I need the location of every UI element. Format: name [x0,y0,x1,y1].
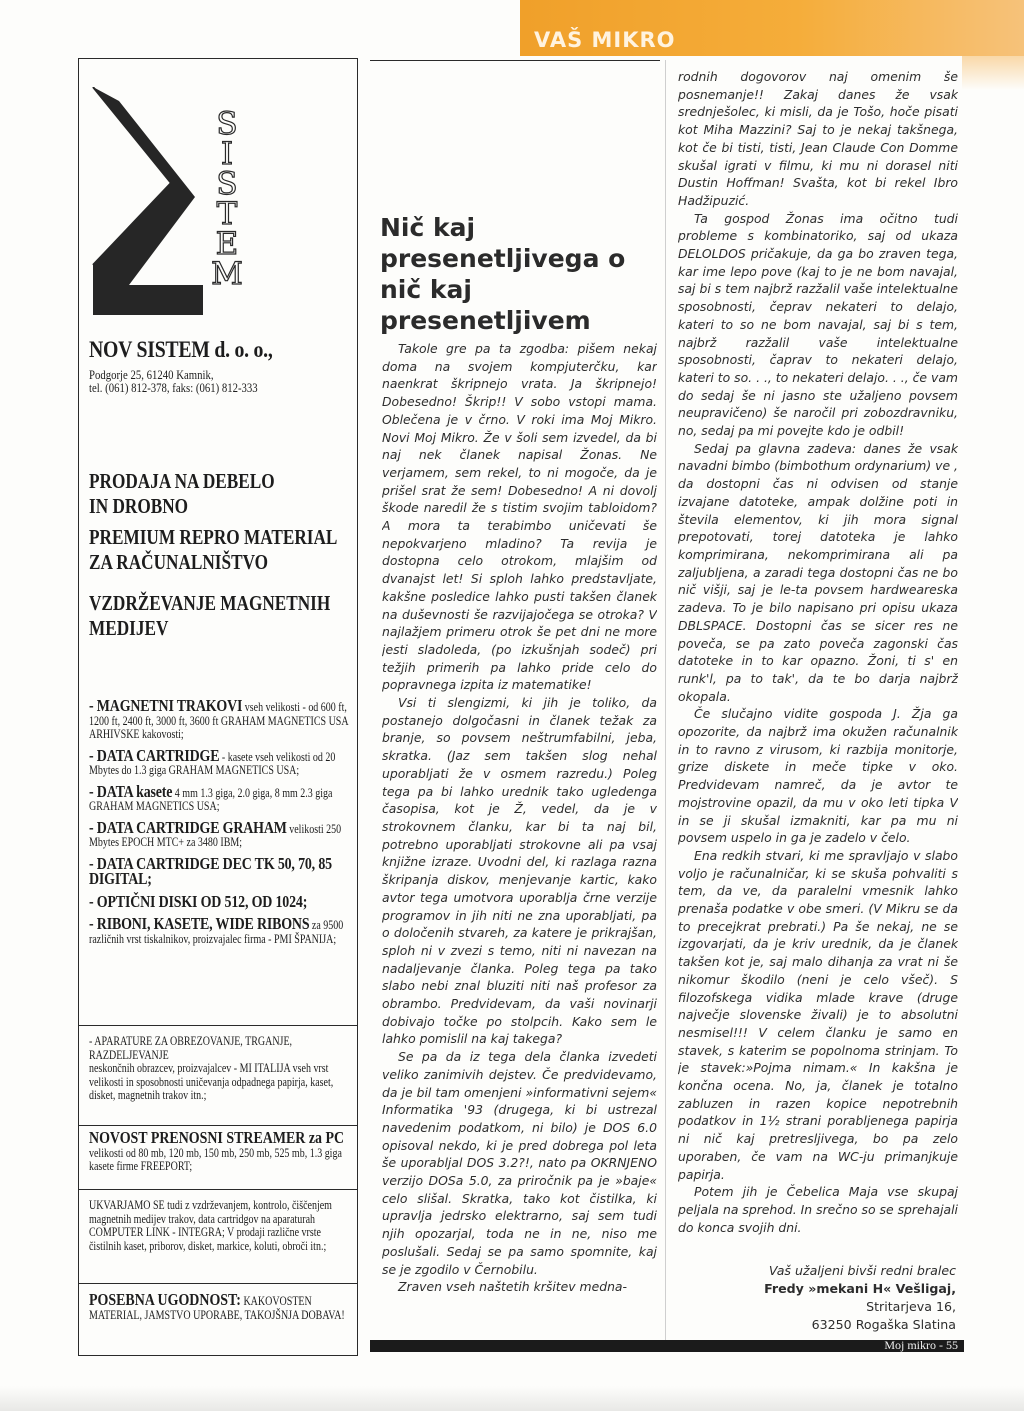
address-line: Podgorje 25, 61240 Kamnik, [89,368,214,382]
section-label: VAŠ MIKRO [534,28,676,52]
paragraph: Sedaj pa glavna zadeva: danes že vsak navadni bimbo (bimbothum ordynarium) ve , da dostopni čas ni odvisen od stanje izvajane datoteke, ampak dolžine poti in števila elementov, ki jih mora signal prepotovati, torej datoteka je lahko komprimirana, nekomprimirana ali pa zaljubljena, a zaradi tega dostopni čas ne bo nič višji, saj je le-ta povsem hardweareska zadeva. To je bilo napisano pri opisu ukaza DBLSPACE. Dostopni čas se sicer res ne poveča, se pa zato poveča zagonski čas datoteke in to kar opazno. Žoni, ti s' en runk'l, pa to tak', da te bo darja najbrž okopala. [678,440,958,704]
paragraph: Zraven vseh naštetih kršitev medna- [398,1279,627,1295]
divider [79,1125,357,1126]
paragraph: Se pa da iz tega dela članka izvedeti veliko zanimivih dejstev. Če predvidevamo, da je bil tam omenjeni »informativni sejem« Informatika '93 (drugega, ki bi ustrezal navedenim podatkom, ni bilo) je DOS 6.0 opisoval nekdo, ki je pred dobrega pol leta še uporabljal DOS 3.2?!, nato pa OKRNJENO verzijo DOSa 5.0, za priročnik pa je »baje« celo slišal. Skratka, tako kot čistilka, ki upravlja jedrsko elektrarno, saj sem tudi njih opozarjal, toda ne in ne, niso me poslušali. Sedaj se pa samo spomnite, kaj se je zgodilo v Černobilu. [382,1049,657,1277]
list-item: - DATA kasete 4 mm 1.3 giga, 2.0 giga, 8 mm 2.3 giga GRAHAM MAGNETICS USA; [89,781,333,813]
logo-letter: S [216,106,238,142]
novost-block: NOVOST PRENOSNI STREAMER za PC velikosti od 80 mb, 120 mb, 150 mb, 250 mb, 525 mb, 1.3 giga kasete firme FREEPORT; [89,1128,345,1173]
page-edge-shadow [0,1386,1024,1411]
paragraph: Vsi ti slengizmi, ki jih je toliko, da postanejo dolgočasni in članek težak za branje, so povsem neštrumfabilni, jeba, skratka. (Jaz sem takšen slog nehal uporabljati že v osmem razredu.) Poleg tega pa bi lahko urednik tako ugledenga časopisa, kot je Ž, vedel, da je v strokovnem članku, kar bi ta naj bil, potrebno uporabljati strokovne ali pa vsaj knjižne izraze. Uvodni del, ki razlaga razna škripanja diskov, menjevanje kartic, kako avtor tega umotvora uporablja črne verzije programov in jih niti ne zna uporabljati, pa o določenih stvareh, za katere je prikrajšan, sploh ni v zvezi s temo, niti ni navezan na nadaljevanje članka. Poleg tega pa tako slabo nebi znal bluziti niti naš profesor za obrambo. Predvidevam, da vaši novinarji dobivajo točke po stolpcih. Kako sem le lahko pomislil na kaj takega? [382,695,657,1047]
paragraph: Takole gre pa ta zgodba: pišem nekaj doma na svojem kompjuterčku, kar naenkrat škripnejo vrata. Ja škripnejo! Dobesedno! Škrip!! V sobo vstopi mama. Oblečena je v črno. V roki ima Moj Mikro. Novi Moj Mikro. Že v šoli sem izvedel, da bi naj nek članek napisal Žonas. Ne verjamem, sem rekel, to ni mogoče, da je prišel srat že sem! Dobesedno! A ni dovolj škode naredil že s tistim svojim tabloidom? A mora ta terabimbo uničevati še nepokvarjeno mladino? Ta revija je dostopna celo otrokom, mlajšim od dvanajst let! Si sploh lahko predstavljate, kakšne posledice lahko pusti takšen članek na duševnosti še razvijajočega se otroka? V najlažjem primeru otrok še pet dni ne more jesti sladoleda, (po izkušnjah sodeč) pri težjih primerih pa lahko pride celo do popravnega izpita iz matematike! [382,341,657,693]
product-list [89,696,351,953]
company-name: NOV SISTEM d. o. o., [89,337,273,362]
list-item: - DATA CARTRIDGE - kasete vseh velikosti od 20 Mbytes do 1.3 giga GRAHAM MAGNETICS USA; [89,745,336,777]
paragraph: rodnih dogovorov naj omenim še posnemanje!! Zakaj danes že vsak srednješolec, ki misli, da je Tošo, hoče pisati kot Miha Mazzini? Saj to je nekaj takšnega, kot če bi tisti, tisti, Jean Claude Con Domme skušal igrati v filmu, ki mu ni dorasel niti Dustin Hoffman! Svašta, kot bi rekel Ibro Hadžipuzić. [678,69,958,208]
header-band-fade [962,56,1024,90]
logo-letter: I [220,136,234,172]
company-logo [91,87,241,317]
ad-heading-premium: PREMIUM REPRO MATERIAL ZA RAČUNALNIŠTVO [89,525,338,574]
offer-block: POSEBNA UGODNOST: KAKOVOSTEN MATERIAL, JAMSTVO UPORABE, TAKOJŠNJA DOBAVA! [89,1290,345,1322]
divider [79,1283,357,1284]
apparatus-block: - APARATURE ZA OBREZOVANJE, TRGANJE, RAZDELJEVANJE neskončnih obrazcev, proizvajalcev - MI ITALIJA vseh vrst velikosti in sposobnosti uničevanja odpadnega papirja, kaset, disket, magnetnih trakov itn.; [89,1034,334,1102]
company-address [89,369,258,395]
phone-fax-line: tel. (061) 812-378, faks: (061) 812-333 [89,381,258,395]
paragraph: Potem jih je Čebelica Maja vse skupaj peljala na sprehod. In srečno so se sprehajali do konca svojih dni. [678,1184,958,1235]
footer-bar [370,1340,964,1352]
divider [79,1025,357,1026]
paragraph: Ena redkih stvari, ki me spravljajo v slabo voljo je računalničar, ki se skuša pohvaliti s tem, da ve, da paralelni vmesnik lahko prenaša podatke v obe smeri. (V Mikru se da to precejkrat prebrati.) Pa še nekaj, ne se izgovarjati, da je kriv urednik, da je članek takšen kot je, saj malo dihanja za vrat ni še nikomur škodilo (neni je celo všeč). S filozofskega vidika mlade krave (druge največje slovenske živali) je to absolutni nesmisel!!! V celem članku je samo en stavek, s katerim se popolnoma strinjam. To je stavek:»Pojma nimam.« In kakšna je končna ocena. No, ja, članek je totalno zabluzen in razen kopice nepotrebnih podatkov in 1½ strani porabljenega papirja ni nič kaj pretresljivega, bo pa zelo uporaben, če vam na WC-ju primanjkuje papirja. [678,847,958,1182]
logo-letter: M [211,256,243,292]
column-divider [665,60,666,1340]
article-top-rule [370,60,660,61]
article-column-left [382,340,657,1340]
page-number: Moj mikro - 55 [884,1338,958,1352]
author-signature: Vaš užaljeni bivši redni bralec Fredy »mekani H« Vešligaj, Stritarjeva 16, 63250 Rogaška Slatina [764,1263,956,1332]
article-column-right [678,68,958,1286]
logo-letter: E [215,226,239,262]
section-header-band [520,0,1024,56]
service-block: UKVARJAMO SE tudi z vzdrževanjem, kontrolo, čiščenjem magnetnih medijev trakov, data cartridgov na aparaturah COMPUTER LINK - INTEGRA; V prodaji različne vrste čistilnih kaset, priborov, disket, markice, koluti, obroči itn.; [89,1198,332,1253]
list-item: - RIBONI, KASETE, WIDE RIBONS za 9500 različnih vrst tiskalnikov, proizvajalec firma - PMI ŠPANIJA; [89,914,344,946]
logo-letters [207,106,247,292]
paragraph: Če slučajno vidite gospoda J. Žja ga opozorite, da najbrž ima okužen računalnik in to ravno z virusom, ki razbija monitorje, grize diskete in meče tipke v oko. Predvidevam namreč, da je avtor te mojstrovine opazil, da mu v oko leti tipka V in se ji skušal izmakniti, kar pa mu ni povsem uspelo in ga je zadelo v čelo. [678,706,958,846]
article-title: Nič kaj presenetljivega o nič kaj presenetljivem [380,213,626,335]
list-item: - DATA CARTRIDGE DEC TK 50, 70, 85 DIGITAL; [89,853,332,888]
logo-letter: T [216,196,238,232]
ad-heading-maintenance: VZDRŽEVANJE MAGNETNIH MEDIJEV [89,591,331,640]
divider [79,1189,357,1190]
logo-letter: S [216,166,238,202]
list-item: - OPTIČNI DISKI OD 512, OD 1024; [89,891,308,911]
advertisement-box [78,58,358,1356]
paragraph: Ta gospod Žonas ima očitno tudi probleme s kombinatoriko, saj od ukaza DELOLDOS pričakuje, da ga bo zraven tega, kar ime lepo pove (kaj to je ne bom navajal, saj bi s tem najbrž razžalil vaše intelektualne sposobnosti, čeprav nekateri to delajo, kateri to so ne bom navajal, saj bi s tem, najbrž razžalil vaše intelektualne sposobnosti, čaprav to nekateri delajo, kateri to so. . ., to nekateri delajo. . ., če vam do sedaj še ni jasno ste užaljeno povsem neupravičeno) še naročil pri zobozdravniku, no, sedaj pa mi povejte kdo je odbil! [678,210,958,439]
ad-heading-wholesale: PRODAJA NA DEBELO IN DROBNO [89,469,275,518]
list-item: - DATA CARTRIDGE GRAHAM velikosti 250 Mbytes EPOCH MTC+ za 3480 IBM; [89,817,342,849]
list-item: - MAGNETNI TRAKOVI vseh velikosti - od 600 ft, 1200 ft, 2400 ft, 3000 ft, 3600 ft GRAHAM MAGNETICS USA ARHIVSKE kakovosti; [89,696,349,741]
